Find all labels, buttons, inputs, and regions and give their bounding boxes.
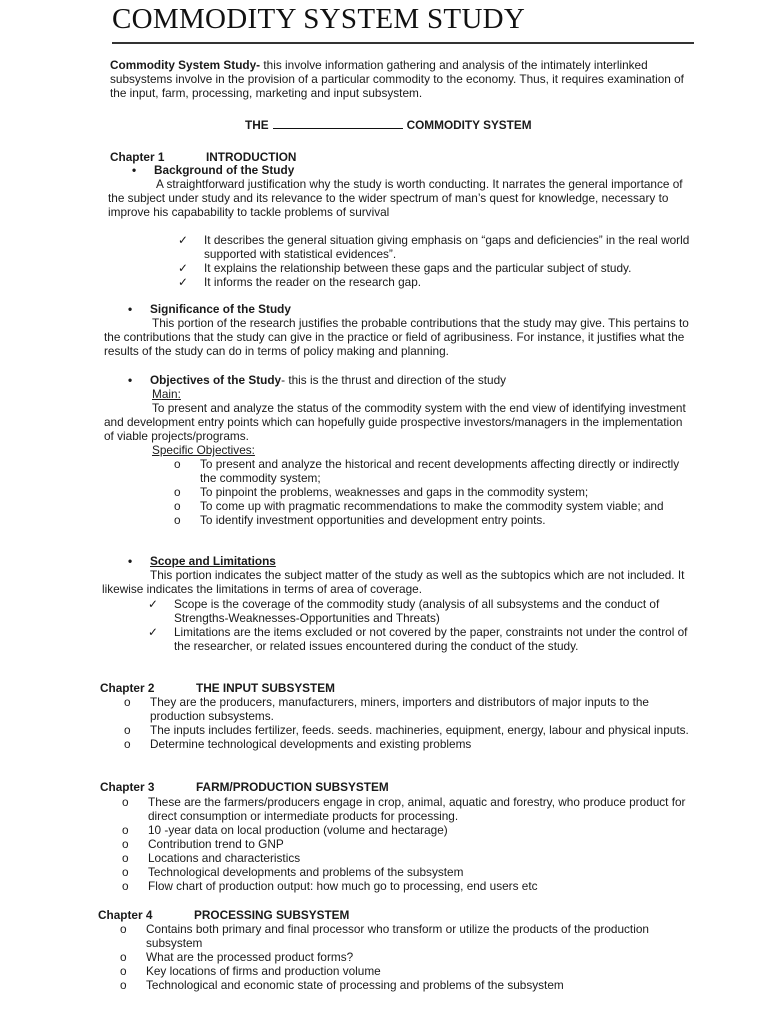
title-rule: [112, 42, 694, 44]
section-heading: • Objectives of the Study- this is the thrust and direction of the study: [128, 373, 507, 387]
specific-objectives-list: [174, 457, 690, 527]
list-item: o Locations and characteristics: [122, 851, 301, 865]
list-item: o Technological and economic state of processing and problems of the subsystem: [120, 978, 564, 992]
chapter-2-list: [124, 695, 692, 751]
list-item: o These are the farmers/producers engage in crop, animal, aquatic and forestry, who produce product for direct consumption or intermediate products for processing.: [122, 795, 686, 823]
check-item: ✓ It describes the general situation giving emphasis on “gaps and deficiencies” in the real world supported with statistical evidences”.: [178, 233, 690, 261]
intro-paragraph: [110, 58, 695, 100]
blank-commodity-title: [245, 118, 532, 132]
bullet-mark: •: [128, 302, 133, 316]
chapter-number: Chapter 1: [110, 150, 165, 164]
page-title: COMMODITY SYSTEM STUDY: [112, 3, 526, 35]
bullet-mark: •: [132, 163, 137, 177]
list-item: o They are the producers, manufacturers, miners, importers and distributors of major inputs to the production subsystems.: [124, 695, 649, 723]
chapter-4-heading: [98, 908, 349, 922]
list-item: o The inputs includes fertilizer, feeds. seeds. machineries, equipment, energy, labour and physical inputs.: [124, 723, 689, 737]
list-item: o What are the processed product forms?: [120, 950, 354, 964]
intro-text: this involve information gathering and analysis of the intimately interlinked subsystems involve in the provision of a particular commodity to the economy. Thus, it requires examination of the input, farm, processing, marketing and input subsystem.: [110, 58, 684, 100]
list-item: o To pinpoint the problems, weaknesses and gaps in the commodity system;: [174, 485, 589, 499]
chapter-number: Chapter 2: [100, 681, 155, 695]
section-heading: • Background of the Study: [132, 163, 295, 177]
check-item: ✓ Limitations are the items excluded or not covered by the paper, constraints not under the control of the researcher, or related issues encountered during the conduct of the study.: [148, 625, 688, 653]
chapter-1-heading: [110, 150, 296, 164]
scope-checklist: [148, 597, 692, 653]
significance-section: [128, 302, 688, 316]
section-heading: • Significance of the Study: [128, 302, 291, 316]
background-checklist: [178, 233, 692, 289]
background-text: A straightforward justification why the study is worth conducting. It narrates the general importance of the subject under study and its relevance to the wider spectrum of man’s quest for knowledge, necessary to improve his capabability to tackle problems of survival: [108, 177, 683, 219]
chapter-title: THE INPUT SUBSYSTEM: [196, 681, 335, 695]
background-section: [132, 163, 692, 177]
chapter-number: Chapter 3: [100, 780, 155, 794]
chapter-title: FARM/PRODUCTION SUBSYSTEM: [196, 780, 389, 794]
bullet-mark: •: [128, 554, 133, 568]
list-item: o To present and analyze the historical and recent developments affecting directly or indirectly the commodity system;: [174, 457, 680, 485]
scope-section: [128, 554, 688, 568]
blank-title-right: COMMODITY SYSTEM: [406, 118, 532, 132]
list-item: o Flow chart of production output: how much go to processing, end users etc: [122, 879, 538, 893]
list-item: o Determine technological developments and existing problems: [124, 737, 472, 751]
chapter-title: INTRODUCTION: [206, 150, 297, 164]
blank-title-left: THE: [245, 118, 269, 132]
check-item: ✓ It explains the relationship between these gaps and the particular subject of study.: [178, 261, 632, 275]
objectives-main-text: To present and analyze the status of the commodity system with the end view of identifying investment and development entry points which can hopefully guide prospective investors/managers in the implementation of viable projects/programs.: [104, 401, 686, 443]
chapter-3-list: [122, 795, 692, 893]
specific-objectives-label: Specific Objectives:: [152, 443, 255, 457]
objectives-main-label: Main:: [152, 387, 181, 401]
chapter-number: Chapter 4: [98, 908, 153, 922]
significance-text: This portion of the research justifies the probable contributions that the study may give. This pertains to the contributions that the study can give in the practice or field of agribusiness. For instance, it justifies what the results of the study can do in terms of policy making and planning.: [104, 316, 689, 358]
list-item: o Technological developments and problems of the subsystem: [122, 865, 464, 879]
list-item: o Contains both primary and final processor who transform or utilize the products of the production subsystem: [120, 922, 649, 950]
list-item: o To come up with pragmatic recommendations to make the commodity system viable; and: [174, 499, 664, 513]
list-item: o To identify investment opportunities and development entry points.: [174, 513, 546, 527]
section-heading: • Scope and Limitations: [128, 554, 276, 568]
chapter-3-heading: [100, 780, 389, 794]
chapter-2-heading: [100, 681, 335, 695]
intro-term: Commodity System Study-: [110, 58, 261, 72]
objectives-section: [128, 373, 688, 387]
check-item: ✓ It informs the reader on the research gap.: [178, 275, 422, 289]
list-item: o Key locations of firms and production volume: [120, 964, 381, 978]
chapter-title: PROCESSING SUBSYSTEM: [194, 908, 350, 922]
list-item: o Contribution trend to GNP: [122, 837, 284, 851]
fill-in-blank: [273, 118, 403, 129]
chapter-4-list: [120, 922, 692, 992]
list-item: o 10 -year data on local production (volume and hectarage): [122, 823, 448, 837]
bullet-mark: •: [128, 373, 133, 387]
scope-text: This portion indicates the subject matter of the study as well as the subtopics which are not included. It likewise indicates the limitations in terms of area of coverage.: [102, 568, 685, 596]
check-item: ✓ Scope is the coverage of the commodity study (analysis of all subsystems and the conduct of Strengths-Weaknesses-Opportunities and Threats): [148, 597, 660, 625]
